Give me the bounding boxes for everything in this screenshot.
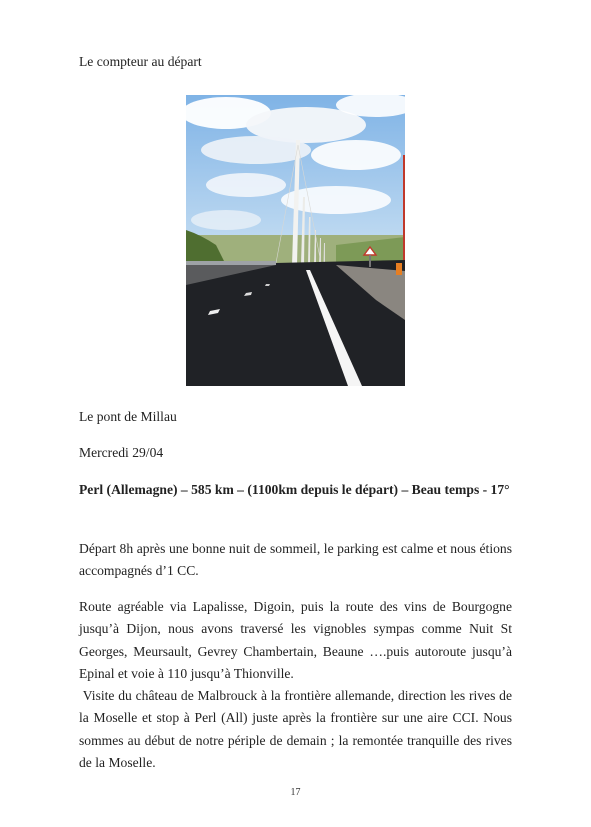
paragraph: Visite du château de Malbrouck à la frontière allemande, direction les rives de la Moselle et stop à Perl (All) juste après la frontière sur une aire CCI. Nous sommes au début de notre périple de demain ; la remontée tranquille des rives de la Moselle. bbox=[79, 688, 516, 771]
paragraph: Route agréable via Lapalisse, Digoin, puis la route des vins de Bourgogne jusqu’à Dijon, nous avons traversé les vignobles sympas comme Nuit St Georges, Meursault, Gevrey Chambertain, Beaune ….puis autoroute jusqu’à Epinal et voie à 110 jusqu’à Thionville. bbox=[79, 599, 512, 682]
date-line: Mercredi 29/04 bbox=[79, 445, 164, 460]
millau-bridge-photo bbox=[186, 95, 405, 386]
caption-photo: Le pont de Millau bbox=[79, 409, 177, 424]
section-heading: Perl (Allemagne) – 585 km – (1100km depuis le départ) – Beau temps - 17° bbox=[79, 482, 510, 497]
page-number: 17 bbox=[290, 787, 301, 798]
caption-top: Le compteur au départ bbox=[79, 54, 202, 69]
paragraph: Départ 8h après une bonne nuit de sommeil, le parking est calme et nous étions accompagnés d’1 CC. bbox=[79, 541, 512, 579]
